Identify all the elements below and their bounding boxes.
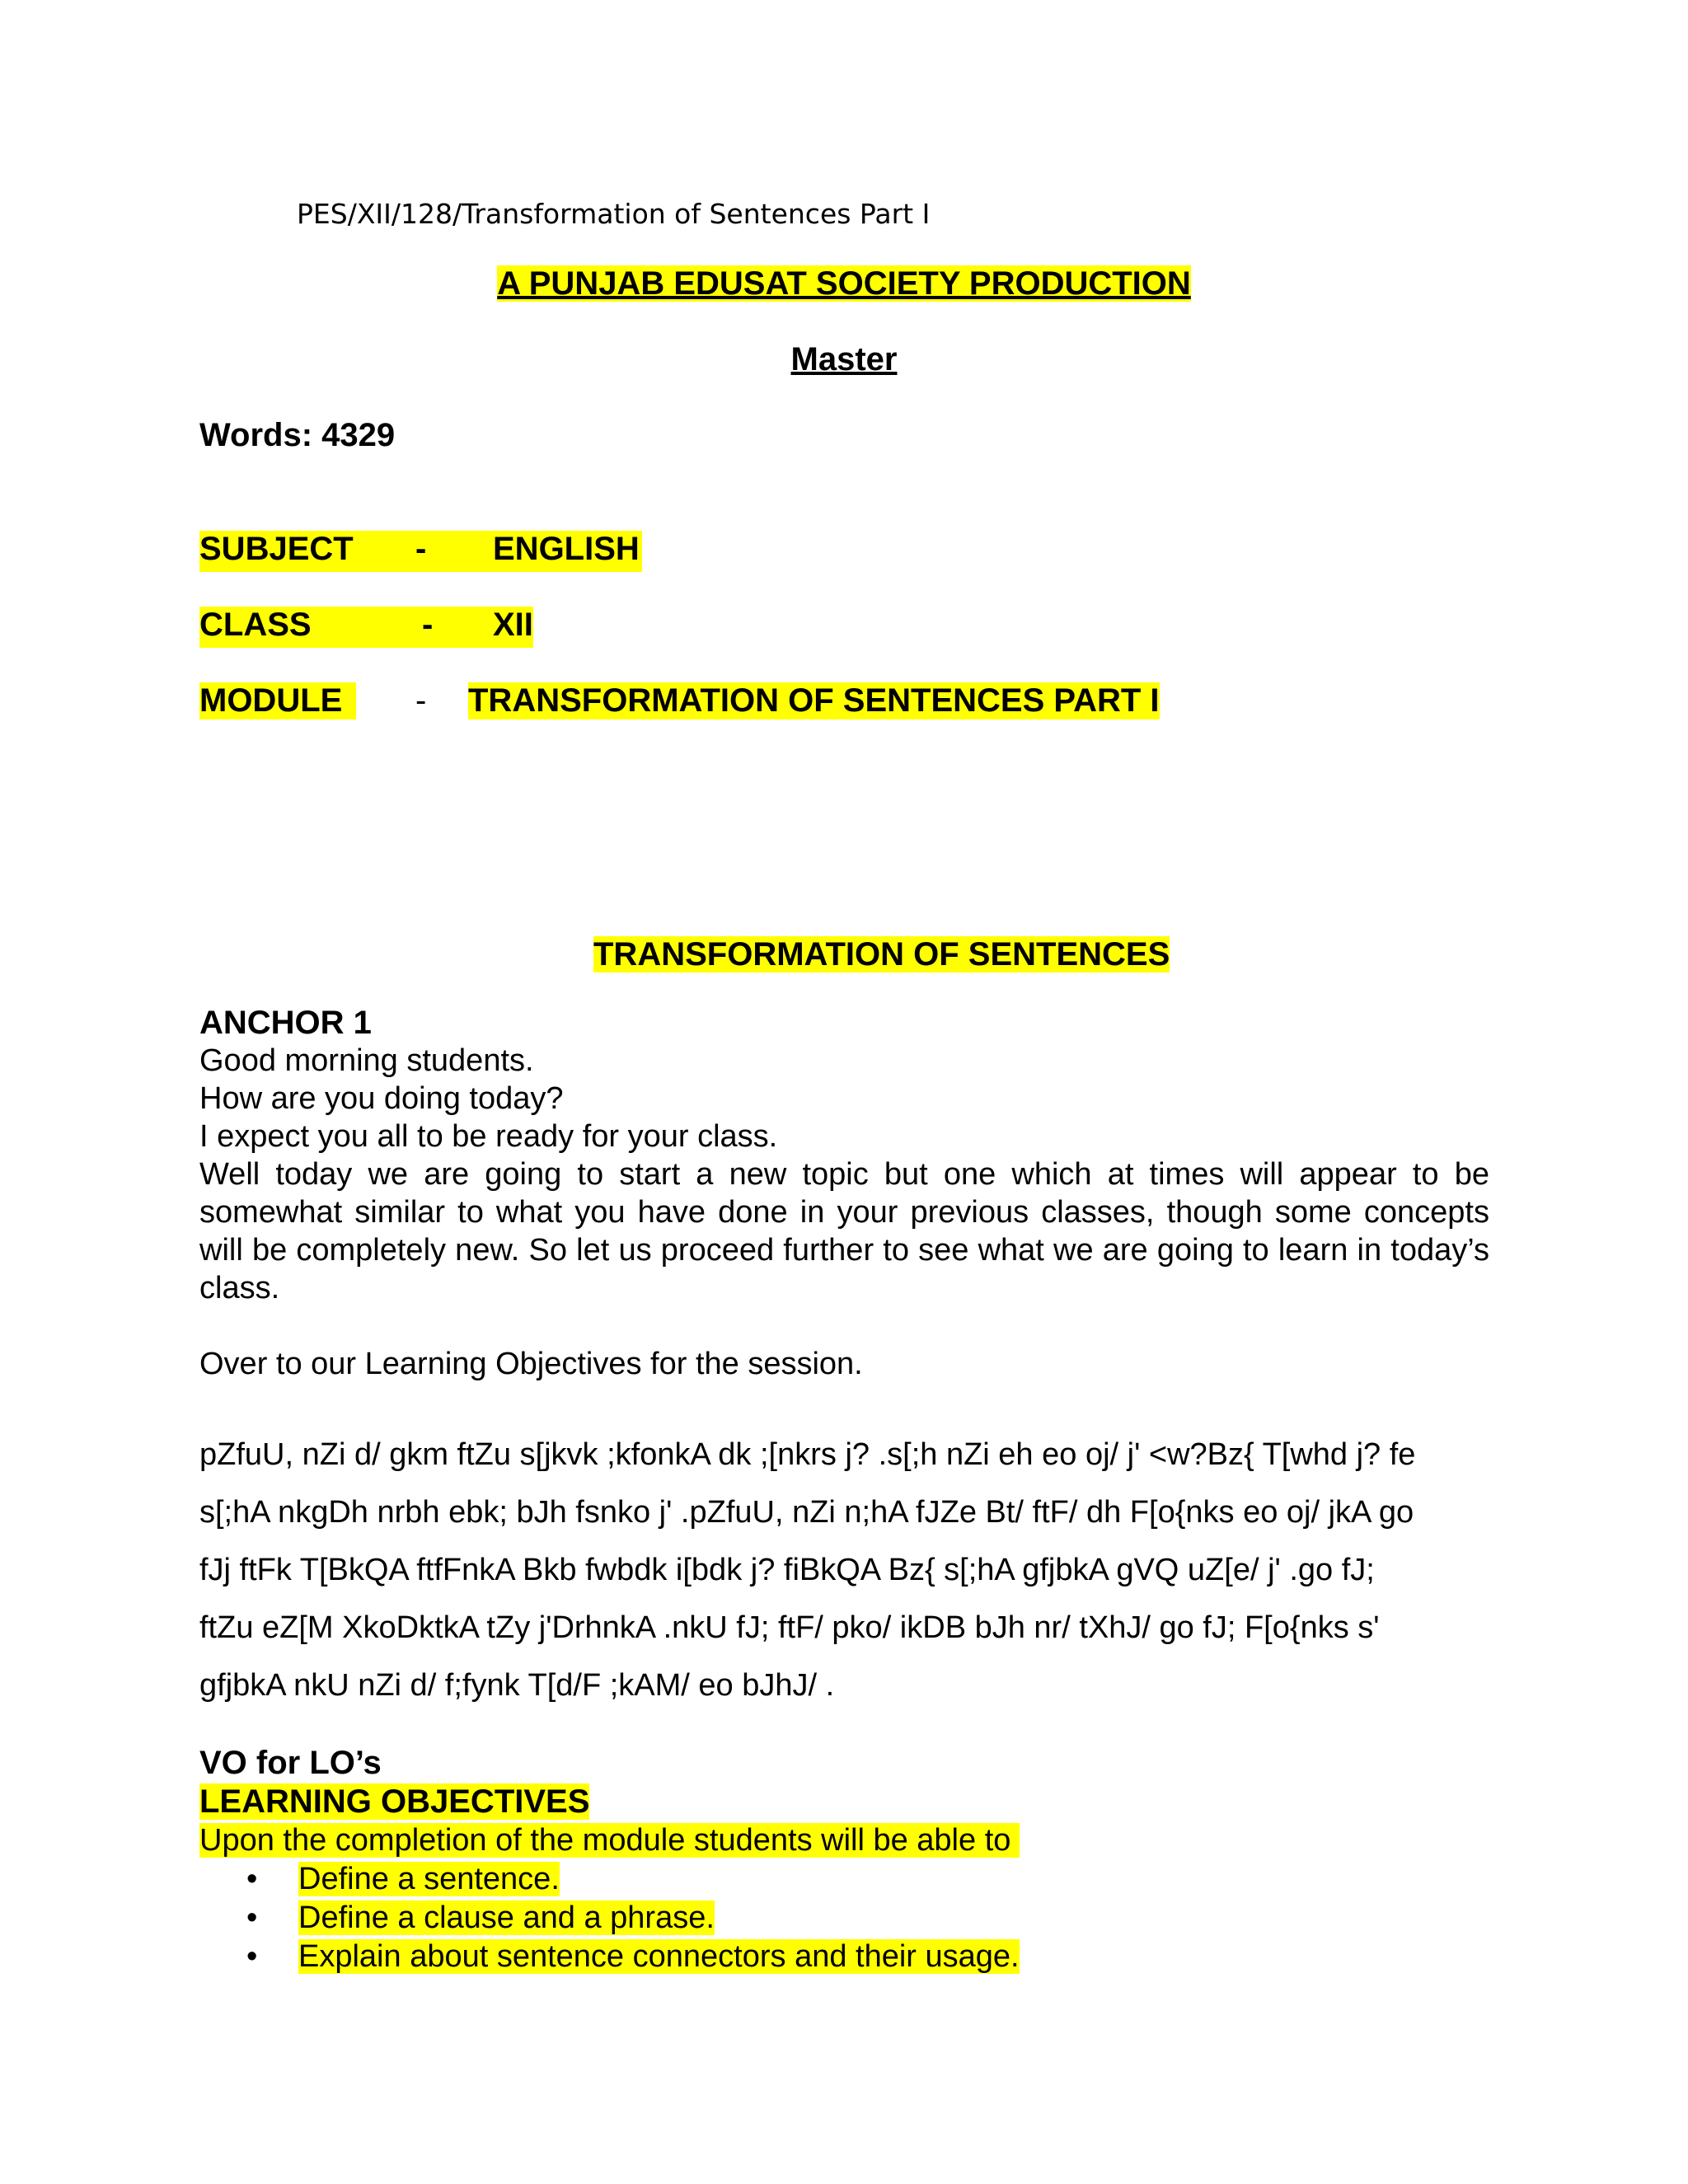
class-value: XII bbox=[493, 607, 533, 643]
list-item bbox=[199, 1938, 1518, 1976]
module-value: TRANSFORMATION OF SENTENCES PART I bbox=[468, 682, 1160, 719]
anchor-paragraph: Well today we are going to start a new topic but one which at times will appear to be somewhat similar to what you have done in your previous classes, though some concepts will be completely new. So let us proceed further to see what we are going to learn in today’s class. bbox=[199, 1157, 1489, 1305]
module-label: MODULE bbox=[199, 682, 356, 719]
gurmukhi-line-3: fJj ftFk T[BkQA ftfFnkA Bkb fwbdk i[bdk j? fiBkQA Bz{ s[;hA gfjbkA gVQ uZ[e/ j' .go fJ; bbox=[199, 1553, 1375, 1587]
class-dash: - bbox=[422, 607, 434, 643]
anchor-line-expect: I expect you all to be ready for your class. bbox=[199, 1119, 778, 1154]
section-title-text: TRANSFORMATION OF SENTENCES bbox=[593, 936, 1170, 972]
gurmukhi-line-1: pZfuU, nZi d/ gkm ftZu s[jkvk ;kfonkA dk ;[nkrs j? .s[;h nZi eh eo oj/ j' <w?Bz{ T[whd j? fe bbox=[199, 1437, 1416, 1472]
lo-item-text: Define a sentence. bbox=[298, 1862, 560, 1896]
gurmukhi-line-5: gfjbkA nkU nZi d/ f;fynk T[d/F ;kAM/ eo bJhJ/ . bbox=[199, 1668, 835, 1703]
list-item bbox=[199, 1899, 1518, 1938]
subject-value: ENGLISH bbox=[493, 531, 640, 567]
subject-label: SUBJECT bbox=[199, 531, 354, 567]
vo-heading: VO for LO’s bbox=[199, 1745, 382, 1781]
gurmukhi-paragraph bbox=[199, 1426, 1489, 1714]
master-label bbox=[0, 341, 1688, 378]
class-label: CLASS bbox=[199, 607, 312, 643]
subject-dash: - bbox=[415, 531, 427, 567]
subject-row bbox=[199, 531, 642, 572]
lo-item-text: Explain about sentence connectors and their usage. bbox=[298, 1939, 1020, 1974]
bullet-icon: • bbox=[246, 1939, 258, 1974]
lo-intro-text: Upon the completion of the module students will be able to bbox=[199, 1823, 1020, 1858]
lo-heading bbox=[199, 1783, 1518, 1821]
lo-item-text: Define a clause and a phrase. bbox=[298, 1900, 715, 1935]
section-title bbox=[593, 936, 1170, 973]
word-count: Words: 4329 bbox=[199, 417, 396, 453]
gurmukhi-line-2: s[;hA nkgDh nrbh ebk; bJh fsnko j' .pZfuU, nZi n;hA fJZe Bt/ ftF/ dh F[o{nks eo oj/ jkA go bbox=[199, 1495, 1414, 1530]
lo-list bbox=[199, 1860, 1518, 1976]
lo-intro bbox=[199, 1821, 1518, 1860]
learning-objectives-block bbox=[199, 1744, 1518, 1976]
module-row bbox=[199, 682, 1164, 724]
bullet-icon: • bbox=[246, 1862, 258, 1896]
production-title-text: A PUNJAB EDUSAT SOCIETY PRODUCTION bbox=[497, 265, 1191, 302]
module-dash: - bbox=[415, 682, 427, 719]
anchor-heading: ANCHOR 1 bbox=[199, 1005, 372, 1041]
bullet-icon: • bbox=[246, 1900, 258, 1935]
class-row bbox=[199, 607, 533, 648]
anchor-over-line: Over to our Learning Objectives for the session. bbox=[199, 1347, 863, 1381]
production-title bbox=[0, 265, 1688, 302]
document-id: PES/XII/128/Transformation of Sentences Part I bbox=[297, 198, 931, 230]
gurmukhi-line-4: ftZu eZ[M XkoDktkA tZy j'DrhnkA .nkU fJ; ftF/ pko/ ikDB bJh nr/ tXhJ/ go fJ; F[o{nks s' bbox=[199, 1610, 1380, 1645]
list-item bbox=[199, 1860, 1518, 1899]
master-label-text: Master bbox=[790, 341, 898, 377]
anchor-block bbox=[199, 1004, 1489, 1383]
anchor-line-question: How are you doing today? bbox=[199, 1081, 564, 1116]
anchor-line-greeting: Good morning students. bbox=[199, 1043, 534, 1078]
lo-heading-text: LEARNING OBJECTIVES bbox=[199, 1783, 590, 1820]
